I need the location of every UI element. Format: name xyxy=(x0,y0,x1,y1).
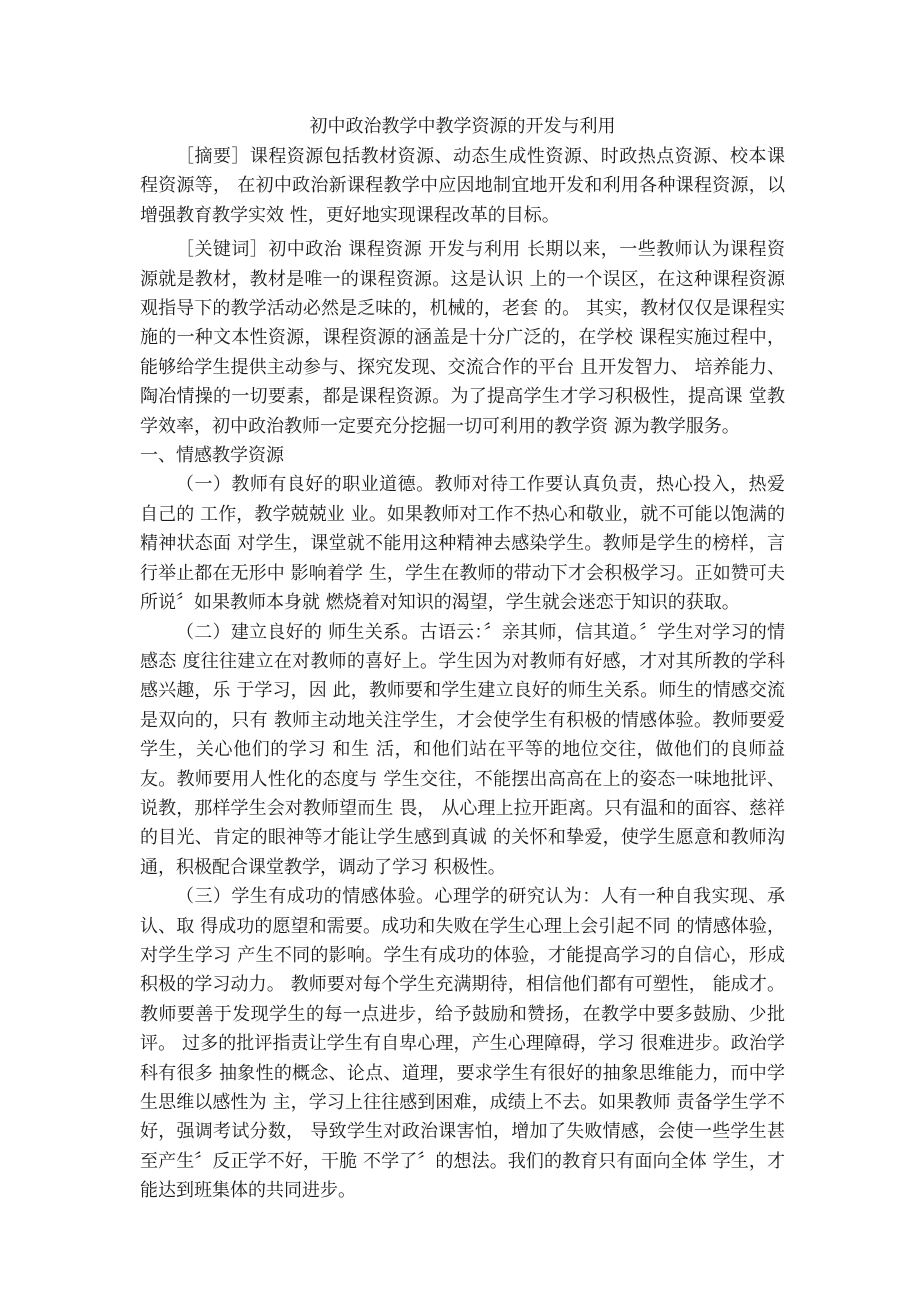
section1-paragraph-3: （三）学生有成功的情感体验。心理学的研究认为：人有一种自我实现、承认、取 得成功的愿望和需要。成功和失败在学生心理上会引起不同 的情感体验，对学生学习 产生不同的影响。学生有成功的体验，才能提高学习的自信心，形成积极的学习动力。 教师要对每个学生充满期待，相信他们都有可塑性， 能成才。教师要善于发现学生的每一点进步，给予鼓励和赞扬，在教学中要多鼓励、少批评。 过多的批评指责让学生有自卑心理，产生心理障碍，学习 很难进步。政治学科有很多 抽象性的概念、论点、道理，要求学生有很好的抽象思维能力，而中学生思维以感性为 主，学习上往往感到困难，成绩上不去。如果教师 责备学生学不好，强调考试分数， 导致学生对政治课害怕，增加了失败情感，会使一些学生甚至产生〞反正学不好，干脆 不学了〞的想法。我们的教育只有面向全体 学生，才能达到班集体的共同进步。 xyxy=(140,886,785,1202)
document-title: 初中政治教学中教学资源的开发与利用 xyxy=(309,116,616,137)
section1-paragraph-1: （一）教师有良好的职业道德。教师对待工作要认真负责，热心投入，热爱自己的 工作，教学兢兢业 业。如果教师对工作不热心和敬业，就不可能以饱满的精神状态面 对学生，课堂就不能用这种精神去感染学生。教师是学生的榜样，言行举止都在无形中 影响着学 生，学生在教师的带动下才会积极学习。正如赞可夫所说〞如果教师本身就 燃烧着对知识的渴望，学生就会迷恋于知识的获取。 xyxy=(140,474,785,614)
section1-paragraph-2: （二）建立良好的 师生关系。古语云：〞亲其师，信其道。〞学生对学习的情感态 度往往建立在对教师的喜好上。学生因为对教师有好感，才对其所教的学科感兴趣，乐 于学习，因 此，教师要和学生建立良好的师生关系。师生的情感交流是双向的，只有 教师主动地关注学生，才会使学生有积极的情感体验。教师要爱学生，关心他们的学习 和生 活，和他们站在平等的地位交往，做他们的良师益友。教师要用人性化的态度与 学生交往，不能摆出高高在上的姿态一味地批评、说教，那样学生会对教师望而生 畏， 从心理上拉开距离。只有温和的面容、慈祥的目光、肯定的眼神等才能让学生感到真诚 的关怀和挚爱，使学生愿意和教师沟通，积极配合课堂教学，调动了学习 积极性。 xyxy=(140,621,785,878)
section-heading-emotion-resources: 一、情感教学资源 xyxy=(140,445,284,467)
document-page xyxy=(140,112,785,1206)
keywords-intro-paragraph: ［关键词］初中政治 课程资源 开发与利用 长期以来，一些教师认为课程资源就是教材，教材是唯一的课程资源。这是认识 上的一个误区，在这种课程资源观指导下的教学活动必然是乏味的，机械的，老套 的。 其实，教材仅仅是课程实施的一种文本性资源，课程资源的涵盖是十分广泛的，在学校 课程实施过程中，能够给学生提供主动参与、探究发现、交流合作的平台 且开发智力、 培养能力、陶冶情操的一切要素，都是课程资源。为了提高学生才学习积极性，提高课 堂教学效率，初中政治教师一定要充分挖掘一切可利用的教学资 源为教学服务。 xyxy=(140,239,785,437)
abstract-paragraph: ［摘要］课程资源包括教材资源、动态生成性资源、时政热点资源、校本课程资源等， 在初中政治新课程教学中应因地制宜地开发和利用各种课程资源，以增强教育教学实效 性，更好地实现课程改革的目标。 xyxy=(140,146,785,226)
